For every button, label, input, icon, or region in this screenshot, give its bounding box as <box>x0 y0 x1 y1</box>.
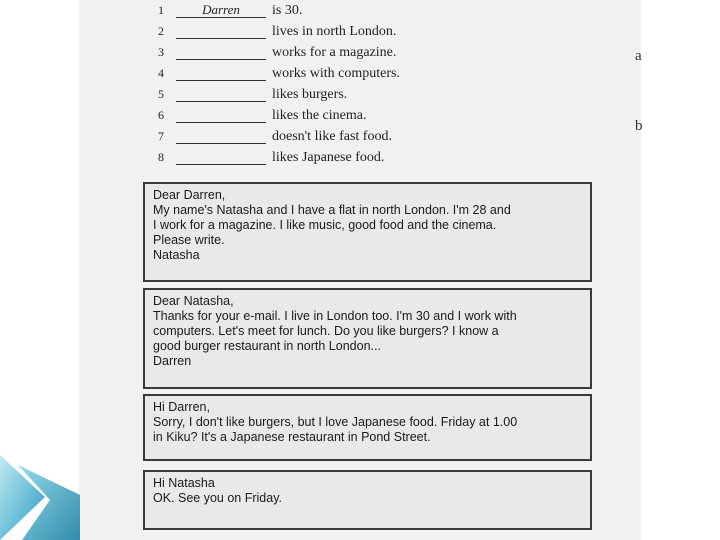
message-body: OK. See you on Friday. <box>153 491 282 505</box>
exercise-item <box>158 147 448 168</box>
exercise-item <box>158 84 448 105</box>
message-box <box>143 288 592 389</box>
item-number: 8 <box>158 150 164 164</box>
item-text: doesn't like fast food. <box>272 128 392 144</box>
message-body: Thanks for your e-mail. I live in London too. I'm 30 and I work with computers. Let's meet for lunch. Do you like burgers? I know a good burger restaurant in north London... <box>153 309 517 353</box>
answer-blank <box>176 24 266 39</box>
answer-blank <box>176 66 266 81</box>
item-number: 3 <box>158 45 164 59</box>
exercise-item <box>158 0 448 21</box>
message-signature: Natasha <box>153 248 200 262</box>
answer-blank <box>176 45 266 60</box>
chevron-decoration-icon <box>0 455 80 540</box>
message-box <box>143 182 592 282</box>
exercise-item <box>158 63 448 84</box>
item-text: lives in north London. <box>272 23 397 39</box>
item-text: likes the cinema. <box>272 107 367 123</box>
message-body: Sorry, I don't like burgers, but I love Japanese food. Friday at 1.00 in Kiku? It's a Japanese restaurant in Pond Street. <box>153 415 518 444</box>
message-greeting: Dear Natasha, <box>153 294 234 308</box>
edge-letter-b: b <box>635 118 643 134</box>
page-margin <box>635 0 720 540</box>
item-number: 2 <box>158 24 164 38</box>
item-text: likes Japanese food. <box>272 149 385 165</box>
message-body: My name's Natasha and I have a flat in north London. I'm 28 and I work for a magazine. I like music, good food and the cinema. Please write. <box>153 203 511 247</box>
message-greeting: Dear Darren, <box>153 188 226 202</box>
answer-blank <box>176 108 266 123</box>
message-greeting: Hi Darren, <box>153 400 210 414</box>
exercise-item <box>158 126 448 147</box>
item-number: 4 <box>158 66 164 80</box>
message-box <box>143 470 592 530</box>
exercise-item <box>158 42 448 63</box>
message-box <box>143 394 592 461</box>
exercise-item <box>158 21 448 42</box>
item-number: 7 <box>158 129 164 143</box>
item-text: works for a magazine. <box>272 44 397 60</box>
exercise-item <box>158 105 448 126</box>
answer-blank <box>176 129 266 144</box>
message-greeting: Hi Natasha <box>153 476 215 490</box>
item-number: 5 <box>158 87 164 101</box>
answer-blank <box>176 150 266 165</box>
item-number: 6 <box>158 108 164 122</box>
item-text: is 30. <box>272 2 303 18</box>
item-text: likes burgers. <box>272 86 348 102</box>
answer-blank: Darren <box>176 3 266 18</box>
message-signature: Darren <box>153 354 192 368</box>
item-text: works with computers. <box>272 65 400 81</box>
exercise-list <box>158 0 448 168</box>
answer-blank <box>176 87 266 102</box>
edge-letter-a: a <box>635 48 642 64</box>
item-number: 1 <box>158 3 164 17</box>
